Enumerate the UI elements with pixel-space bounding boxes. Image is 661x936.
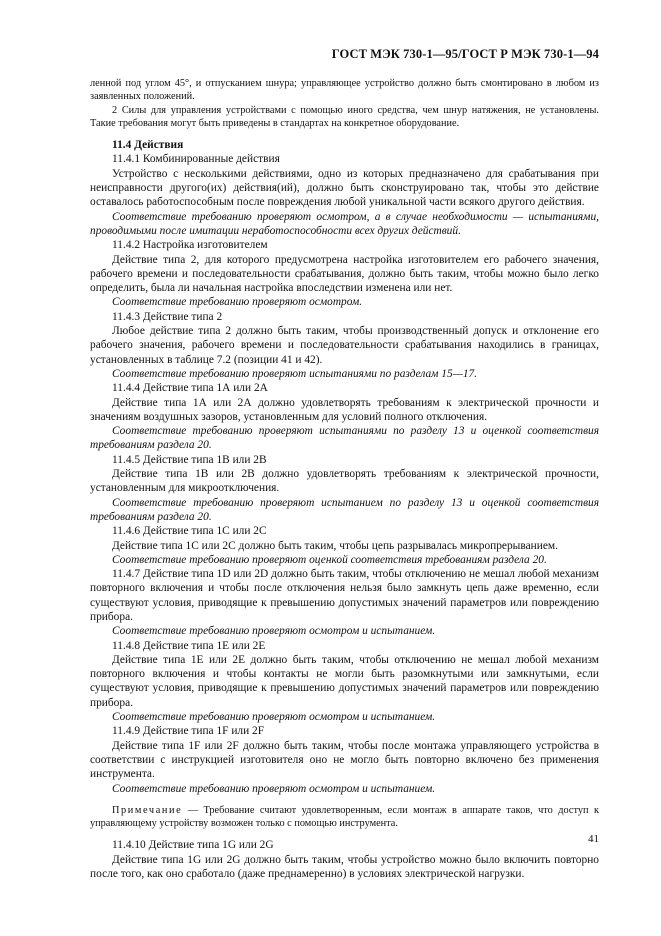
compliance-11-4-9: Соответствие требованию проверяют осмотром и испытанием. [112, 782, 436, 795]
section-heading-11-4: 11.4 Действия [112, 139, 184, 152]
clause-heading-11-4-6: 11.4.6 Действие типа 1С или 2С [112, 525, 267, 538]
compliance-11-4-1: Соответствие требованию проверяют осмотром, а в случае необходимости — испытаниями, проводимыми после имитации неработоспособности всех других действий. [90, 210, 599, 237]
note-text: — Требование считают удовлетворенным, если монтаж в аппарате таков, что доступ к управляющему устройству возможен только с помощью инструмента. [90, 804, 599, 830]
note-block [90, 804, 599, 831]
clause-heading-11-4-8: 11.4.8 Действие типа 1Е или 2Е [112, 639, 266, 652]
compliance-11-4-8: Соответствие требованию проверяют осмотром и испытанием. [112, 711, 436, 724]
compliance-11-4-5: Соответствие требованию проверяют испытанием по разделу 13 и оценкой соответствия требованиям раздела 20. [90, 496, 599, 523]
page-content [90, 77, 599, 881]
clause-text-11-4-6: Действие типа 1С или 2С должно быть таким, чтобы цепь разрывалась микропрерыванием. [112, 539, 558, 552]
clause-heading-11-4-5: 11.4.5 Действие типа 1В или 2В [112, 453, 267, 466]
clause-text-11-4-7: 11.4.7 Действие типа 1D или 2D должно быть таким, чтобы отключению не мешал любой механизм повторного включения и чтобы после отключения нельзя было замкнуть цепь даже временно, если существуют условия, приводящие к превышению допустимых значений параметров или повреждению прибора. [90, 568, 599, 623]
clause-heading-11-4-3: 11.4.3 Действие типа 2 [112, 310, 223, 323]
clause-heading-11-4-2: 11.4.2 Настройка изготовителем [112, 239, 268, 252]
clause-text-11-4-8: Действие типа 1Е или 2Е должно быть таким, чтобы отключению не мешал любой механизм повторного включения и чтобы контакты не могли быть разомкнутыми или замкнутыми, если существуют условия, приводящие к превышению допустимых значений параметров или повреждению прибора. [90, 653, 599, 709]
clause-text-11-4-5: Действие типа 1В или 2В должно удовлетворять требованиям к электрической прочности, установленным для микроотключения. [90, 468, 599, 495]
note-2: 2 Силы для управления устройствами с помощью иного средства, чем шнур натяжения, не установлены. Такие требования могут быть приведены в стандартах на конкретное оборудование. [90, 104, 599, 129]
clause-text-11-4-4: Действие типа 1А или 2А должно удовлетворять требованиям к электрической прочности и значениям воздушных зазоров, установленным для условий полного отключения. [90, 396, 599, 423]
clause-text-11-4-2: Действие типа 2, для которого предусмотрена настройка изготовителем его рабочего значения, рабочего времени и последовательности срабатывания, должно быть таким, чтобы можно было легко определить, была ли начальная настройка впоследствии изменена или нет. [90, 253, 599, 295]
compliance-11-4-3: Соответствие требованию проверяют испытаниями по разделам 15—17. [112, 367, 478, 380]
clause-heading-11-4-10: 11.4.10 Действие типа 1G или 2G [112, 839, 274, 852]
compliance-11-4-6: Соответствие требованию проверяют оценкой соответствия требованиям раздела 20. [112, 553, 547, 566]
page-header: ГОСТ МЭК 730-1—95/ГОСТ Р МЭК 730-1—94 [331, 47, 599, 61]
page-number: 41 [588, 833, 599, 845]
clause-text-11-4-1: Устройство с несколькими действиями, одно из которых предназначено для срабатывания при неисправности другого(их) действия(ий), должно быть сконструировано так, чтобы это действие оставалось работоспособным после повреждения любой уникальной части всякого другого действия. [90, 167, 599, 209]
clause-heading-11-4-9: 11.4.9 Действие типа 1F или 2F [112, 725, 265, 738]
compliance-11-4-2: Соответствие требованию проверяют осмотром. [112, 296, 363, 309]
compliance-11-4-4: Соответствие требованию проверяют испытаниями по разделу 13 и оценкой соответствия требованиям раздела 20. [90, 425, 599, 452]
clause-heading-11-4-1: 11.4.1 Комбинированные действия [112, 153, 280, 166]
clause-text-11-4-9: Действие типа 1F или 2F должно быть таким, чтобы после монтажа управляющего устройства в соответствии с инструкцией изготовителя оно не могло быть повторно включено без применения инструмента. [90, 739, 599, 781]
compliance-11-4-7: Соответствие требованию проверяют осмотром и испытанием. [112, 625, 436, 638]
note-label: Примечание [112, 804, 183, 816]
note-continuation: ленной под углом 45°, и отпусканием шнура; управляющее устройство должно быть смонтировано в любом из заявленных положений. [90, 78, 599, 103]
clause-text-11-4-10: Действие типа 1G или 2G должно быть таким, чтобы устройство можно было включить повторно после того, как оно сработало (даже преднамеренно) в условиях электрической нагрузки. [90, 853, 599, 881]
clause-text-11-4-3: Любое действие типа 2 должно быть таким, чтобы производственный допуск и отклонение его рабочего значения, рабочего времени и последовательности срабатывания находились в границах, установленных в таблице 7.2 (позиции 41 и 42). [90, 325, 599, 366]
clause-heading-11-4-4: 11.4.4 Действие типа 1А или 2А [112, 382, 268, 395]
